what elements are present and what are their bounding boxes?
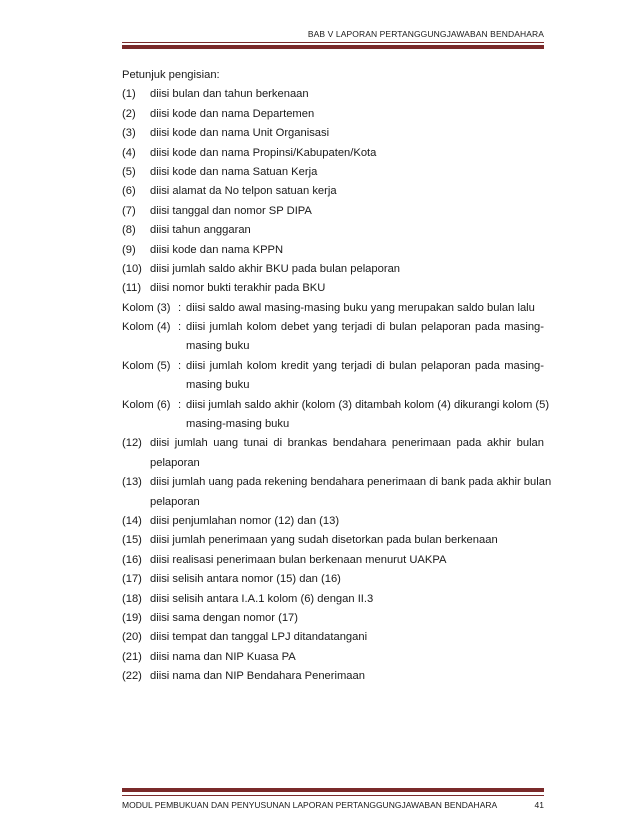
footer-title: MODUL PEMBUKUAN DAN PENYUSUNAN LAPORAN PERTANGGUNGJAWABAN BENDAHARA [122, 800, 498, 810]
list-item [122, 221, 544, 240]
item-text: diisi penjumlahan nomor (12) dan (13) [150, 514, 340, 527]
kolom-item [122, 357, 544, 376]
item-text: diisi tahun anggaran [150, 224, 251, 237]
list-item [122, 512, 544, 531]
list-item [122, 531, 544, 550]
kolom-item-continuation [122, 376, 544, 395]
list-item [122, 241, 544, 260]
item-text: diisi kode dan nama Unit Organisasi [150, 127, 330, 140]
item-number: (21) [122, 650, 142, 663]
item-number: (6) [122, 185, 136, 198]
list-item [122, 182, 544, 201]
item-text: diisi jumlah penerimaan yang sudah disetorkan pada bulan berkenaan [150, 534, 498, 547]
item-text-continuation: pelaporan [150, 456, 200, 469]
item-text: diisi nama dan NIP Bendahara Penerimaan [150, 670, 365, 683]
kolom-text: diisi jumlah saldo akhir (kolom (3) ditambah kolom (4) dikurangi kolom (5) [186, 398, 550, 411]
list-item [122, 434, 544, 453]
item-number: (7) [122, 204, 136, 217]
item-text: diisi nomor bukti terakhir pada BKU [150, 282, 326, 295]
kolom-label: Kolom (5) [122, 359, 171, 372]
instructions-heading: Petunjuk pengisian: [122, 69, 220, 81]
list-item [122, 202, 544, 221]
item-text: diisi jumlah uang pada rekening bendahara penerimaan di bank pada akhir bulan [150, 476, 552, 489]
item-number: (20) [122, 631, 142, 644]
item-number: (17) [122, 573, 142, 586]
list-item [122, 105, 544, 124]
item-number: (11) [122, 282, 142, 295]
item-number: (13) [122, 476, 142, 489]
header-rule-thin [122, 42, 544, 43]
item-text: diisi jumlah saldo akhir BKU pada bulan pelaporan [150, 262, 401, 275]
footer-rule-thin [122, 795, 544, 796]
item-number: (10) [122, 262, 142, 275]
kolom-text-continuation: masing buku [186, 379, 250, 392]
kolom-colon: : [178, 359, 182, 372]
kolom-item [122, 396, 550, 415]
list-item [122, 570, 544, 589]
list-item [122, 260, 544, 279]
item-number: (18) [122, 592, 142, 605]
item-text: diisi selisih antara I.A.1 kolom (6) dengan II.3 [150, 592, 374, 605]
item-text: diisi sama dengan nomor (17) [150, 611, 298, 624]
list-item [122, 473, 552, 492]
list-item [122, 667, 544, 686]
instructions-body [122, 66, 552, 687]
item-number: (9) [122, 243, 136, 256]
item-number: (15) [122, 534, 142, 547]
item-text: diisi kode dan nama Satuan Kerja [150, 165, 318, 178]
item-text: diisi kode dan nama Propinsi/Kabupaten/Kota [150, 146, 377, 159]
list-item [122, 163, 544, 182]
footer-rule-thick [122, 788, 544, 792]
item-text: diisi alamat da No telpon satuan kerja [150, 185, 337, 198]
item-number: (5) [122, 165, 136, 178]
kolom-text: diisi jumlah kolom debet yang terjadi di bulan pelaporan pada masing- [186, 321, 544, 334]
kolom-label: Kolom (6) [122, 398, 171, 411]
kolom-text-continuation: masing buku [186, 340, 250, 353]
item-text: diisi kode dan nama KPPN [150, 243, 284, 256]
list-item [122, 279, 544, 298]
kolom-item-continuation [122, 415, 544, 434]
item-number: (4) [122, 146, 136, 159]
page-number: 41 [534, 800, 544, 810]
kolom-text: diisi saldo awal masing-masing buku yang merupakan saldo bulan lalu [186, 301, 535, 314]
item-text: diisi kode dan nama Departemen [150, 107, 315, 120]
kolom-item-continuation [122, 337, 544, 356]
item-text: diisi jumlah uang tunai di brankas bendahara penerimaan pada akhir bulan [150, 437, 544, 450]
list-item [122, 648, 544, 667]
list-item [122, 85, 544, 104]
kolom-label: Kolom (3) [122, 301, 171, 314]
list-item-continuation [122, 493, 544, 512]
item-number: (19) [122, 611, 142, 624]
list-item [122, 590, 544, 609]
item-number: (1) [122, 88, 136, 101]
item-number: (2) [122, 107, 136, 120]
list-item [122, 628, 544, 647]
item-text-continuation: pelaporan [150, 495, 200, 508]
item-number: (12) [122, 437, 142, 450]
item-number: (8) [122, 224, 136, 237]
item-number: (16) [122, 553, 142, 566]
kolom-item [122, 299, 544, 318]
list-item [122, 609, 544, 628]
item-number: (3) [122, 127, 136, 140]
item-text: diisi bulan dan tahun berkenaan [150, 88, 309, 101]
list-item-continuation [122, 454, 544, 473]
kolom-text-continuation: masing-masing buku [186, 418, 290, 431]
item-number: (22) [122, 670, 142, 683]
kolom-colon: : [178, 398, 182, 411]
header-rule-thick [122, 45, 544, 49]
kolom-label: Kolom (4) [122, 321, 171, 334]
item-text: diisi tempat dan tanggal LPJ ditandatangani [150, 631, 368, 644]
item-text: diisi tanggal dan nomor SP DIPA [150, 204, 312, 217]
item-number: (14) [122, 514, 142, 527]
kolom-colon: : [178, 301, 182, 314]
kolom-text: diisi jumlah kolom kredit yang terjadi di bulan pelaporan pada masing- [186, 359, 544, 372]
list-item [122, 551, 544, 570]
item-text: diisi realisasi penerimaan bulan berkenaan menurut UAKPA [150, 553, 447, 566]
list-item [122, 124, 544, 143]
header-title: BAB V LAPORAN PERTANGGUNGJAWABAN BENDAHARA [307, 29, 544, 39]
item-text: diisi selisih antara nomor (15) dan (16) [150, 573, 341, 586]
item-text: diisi nama dan NIP Kuasa PA [150, 650, 296, 663]
list-item [122, 144, 544, 163]
kolom-colon: : [178, 321, 182, 334]
kolom-item [122, 318, 544, 337]
